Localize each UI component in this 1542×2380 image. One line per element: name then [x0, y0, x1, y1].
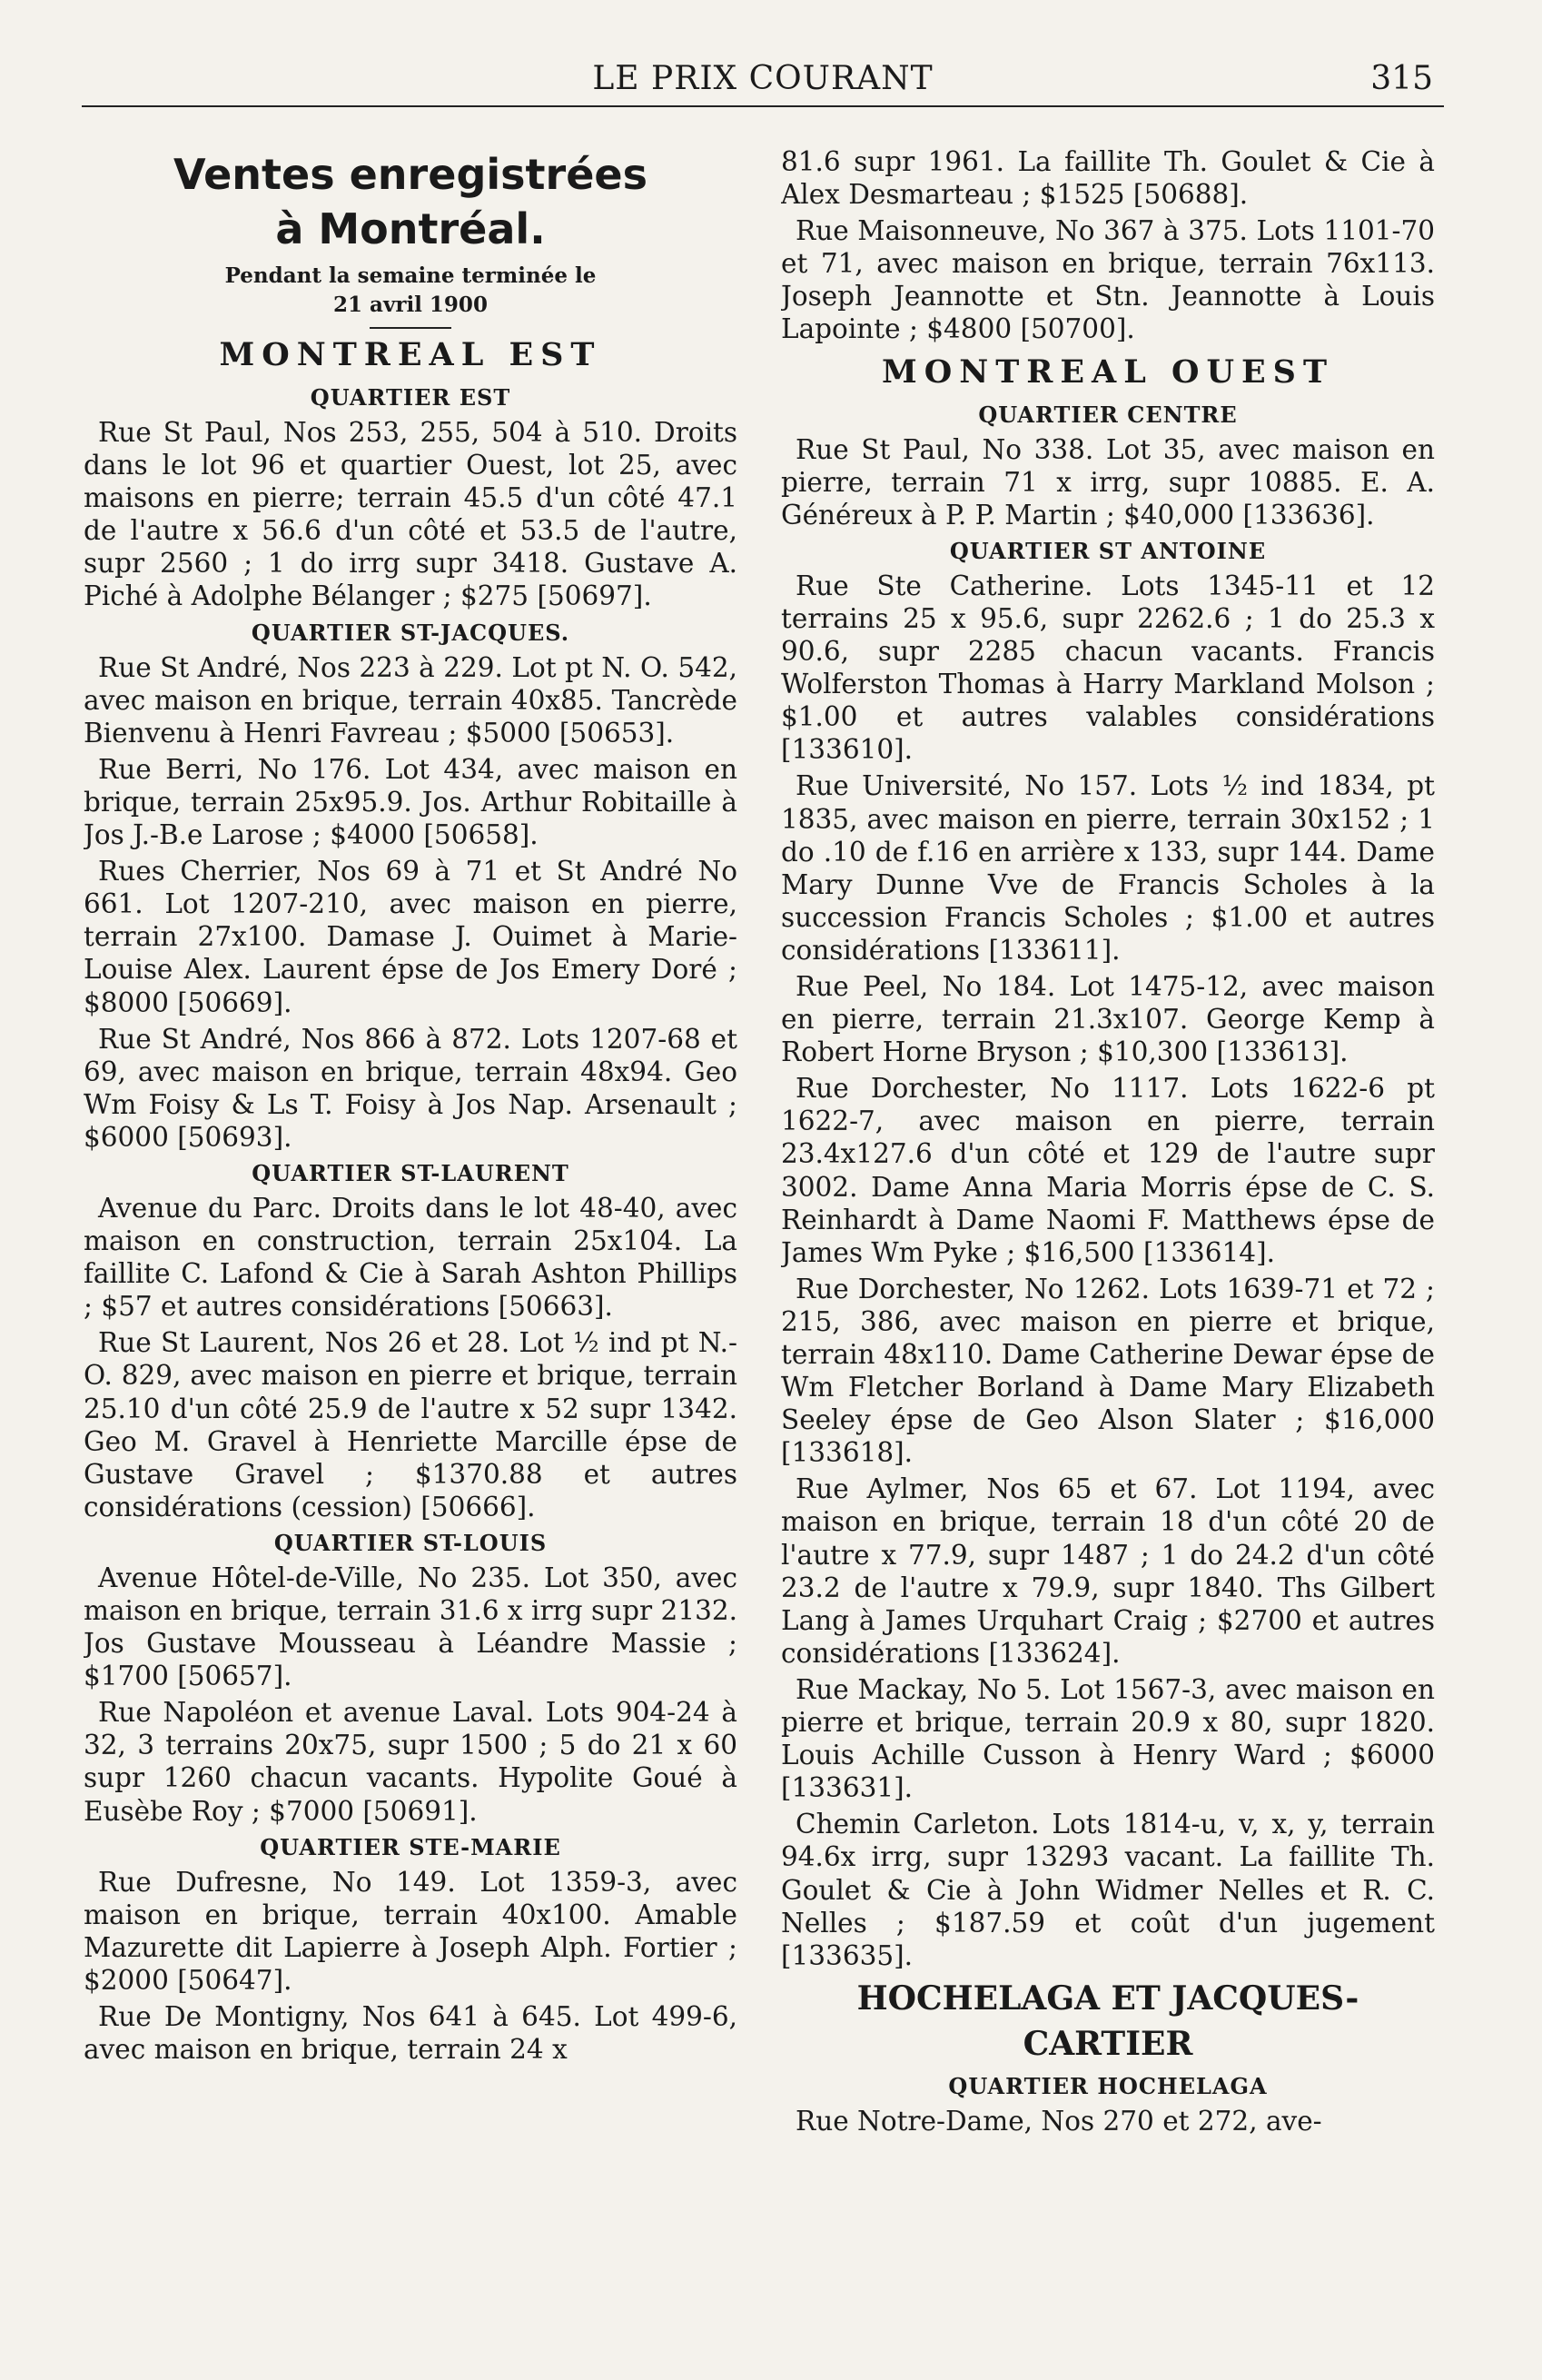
district-heading-quartier-centre: QUARTIER CENTRE	[978, 401, 1238, 428]
sale-entry: Rue Maisonneuve, No 367 à 375. Lots 1101-70 et 71, avec maison en brique, terrain 76x113. Joseph Jeannotte et Stn. Jeannotte à Louis Lapointe ; $4800 [50700].	[781, 215, 1435, 345]
district-heading-quartier-hochelaga: QUARTIER HOCHELAGA	[948, 2072, 1268, 2099]
main-title-line2: à Montréal.	[275, 204, 546, 253]
sale-entry: Rue Napoléon et avenue Laval. Lots 904-24 à 32, 3 terrains 20x75, supr 1500 ; 5 do 21 x 60 supr 1260 chacun vacants. Hypolite Goué à Eusèbe Roy ; $7000 [50691].	[84, 1697, 737, 1827]
sale-entry: Rue Université, No 157. Lots ½ ind 1834, pt 1835, avec maison en pierre, terrain 30x152 ; 1 do .10 de f.16 en arrière x 133, supr 144. Dame Mary Dunne Vve de Francis Scholes à la succession Francis Scholes ; $1.00 et autres considérations [133611].	[781, 770, 1435, 966]
sale-entry: Rue Dorchester, No 1117. Lots 1622-6 pt 1622-7, avec maison en pierre, terrain 23.4x127.6 d'un côté et 129 de l'autre supr 3002. Dame Anna Maria Morris épse de C. S. Reinhardt à Dame Naomi F. Matthews épse de James Wm Pyke ; $16,500 [133614].	[781, 1073, 1435, 1268]
subtitle-line1: Pendant la semaine terminée le	[224, 263, 597, 288]
sale-entry: Avenue Hôtel-de-Ville, No 235. Lot 350, avec maison en brique, terrain 31.6 x irrg supr 2132. Jos Gustave Mousseau à Léandre Massie ; $1700 [50657].	[84, 1562, 737, 1692]
right-column	[781, 145, 1435, 2353]
sale-entry: Rue St Paul, No 338. Lot 35, avec maison en pierre, terrain 71 x irrg, supr 10885. E. A. Généreux à P. P. Martin ; $40,000 [133636].	[781, 433, 1435, 531]
sale-entry: Rue St Paul, Nos 253, 255, 504 à 510. Droits dans le lot 96 et quartier Ouest, lot 25, avec maisons en pierre; terrain 45.5 d'un côté 47.1 de l'autre x 56.6 d'un côté et 53.5 de l'autre, supr 2560 ; 1 do irrg supr 3418. Gustave A. Piché à Adolphe Bélanger ; $275 [50697].	[84, 417, 737, 612]
sale-entry: Rue St André, Nos 866 à 872. Lots 1207-68 et 69, avec maison en brique, terrain 48x94. Geo Wm Foisy & Ls T. Foisy à Jos Nap. Arsenault ; $6000 [50693].	[84, 1023, 737, 1153]
sale-entry: Rue Berri, No 176. Lot 434, avec maison en brique, terrain 25x95.9. Jos. Arthur Robitaille à Jos J.-B.e Larose ; $4000 [50658].	[84, 753, 737, 851]
sale-entry: Rue Aylmer, Nos 65 et 67. Lot 1194, avec maison en brique, terrain 18 d'un côté 20 de l'autre x 77.9, supr 1487 ; 1 do 24.2 d'un côté 23.2 de l'autre x 79.9, supr 1840. Ths Gilbert Lang à James Urquhart Craig ; $2700 et autres considérations [133624].	[781, 1473, 1435, 1669]
district-heading-quartier-st-antoine: QUARTIER ST ANTOINE	[949, 537, 1267, 564]
sale-entry: Avenue du Parc. Droits dans le lot 48-40, avec maison en construction, terrain 25x104. La faillite C. Lafond & Cie à Sarah Ashton Phillips ; $57 et autres considérations [50663].	[84, 1192, 737, 1323]
sale-entry: Rue De Montigny, Nos 641 à 645. Lot 499-6, avec maison en brique, terrain 24 x	[84, 2001, 737, 2066]
sale-entry: Rue Notre-Dame, Nos 270 et 272, ave-	[796, 2105, 1322, 2137]
sale-entry: Rue Peel, No 184. Lot 1475-12, avec maison en pierre, terrain 21.3x107. George Kemp à Robert Horne Bryson ; $10,300 [133613].	[781, 970, 1435, 1068]
sale-entry: Rue St André, Nos 223 à 229. Lot pt N. O. 542, avec maison en brique, terrain 40x85. Tancrède Bienvenu à Henri Favreau ; $5000 [50653].	[84, 651, 737, 749]
title-rule	[370, 327, 451, 329]
sale-entry-continued: 81.6 supr 1961. La faillite Th. Goulet & Cie à Alex Desmarteau ; $1525 [50688].	[781, 146, 1435, 211]
district-heading-quartier-st-louis: QUARTIER ST-LOUIS	[273, 1529, 548, 1556]
sale-entry: Rue Ste Catherine. Lots 1345-11 et 12 terrains 25 x 95.6, supr 2262.6 ; 1 do 25.3 x 90.6, supr 2285 chacun vacants. Francis Wolferston Thomas à Harry Markland Molson ; $1.00 et autres valables considérations [133610].	[781, 570, 1435, 766]
subtitle-line2: 21 avril 1900	[333, 293, 488, 317]
page-header	[82, 51, 1444, 107]
page-number: 315	[1370, 60, 1433, 97]
sale-entry: Rue St Laurent, Nos 26 et 28. Lot ½ ind pt N.-O. 829, avec maison en pierre et brique, terrain 25.10 d'un côté 25.9 de l'autre x 52 supr 1342. Geo M. Gravel à Henriette Marcille épse de Gustave Gravel ; $1370.88 et autres considérations (cession) [50666].	[84, 1327, 737, 1522]
sale-entry: Rue Dorchester, No 1262. Lots 1639-71 et 72 ; 215, 386, avec maison en pierre et brique, terrain 48x110. Dame Catherine Dewar épse de Wm Fletcher Borland à Dame Mary Elizabeth Seeley épse de Geo Alson Slater ; $16,000 [133618].	[781, 1273, 1435, 1469]
sale-entry: Rue Mackay, No 5. Lot 1567-3, avec maison en pierre et brique, terrain 20.9 x 80, supr 1820. Louis Achille Cusson à Henry Ward ; $6000 [133631].	[781, 1673, 1435, 1804]
left-column	[84, 145, 737, 2353]
section-heading-montreal-ouest: MONTREAL OUEST	[882, 352, 1334, 391]
district-heading-quartier-ste-marie: QUARTIER STE-MARIE	[260, 1833, 561, 1860]
sale-entry: Chemin Carleton. Lots 1814-u, v, x, y, terrain 94.6x irrg, supr 13293 vacant. La faillite Th. Goulet & Cie à John Widmer Nelles et R. C. Nelles ; $187.59 et coût d'un jugement [133635].	[781, 1809, 1435, 1971]
main-title-line1: Ventes enregistrées	[173, 150, 647, 199]
running-title: LE PRIX COURANT	[592, 60, 934, 97]
main-title	[84, 147, 737, 256]
district-heading-quartier-st-jacques: QUARTIER ST-JACQUES.	[251, 619, 570, 646]
section-heading-montreal-est: MONTREAL EST	[219, 336, 602, 373]
section-heading-hochelaga: HOCHELAGA ET JACQUES-CARTIER	[856, 1978, 1359, 2063]
sale-entry: Rues Cherrier, Nos 69 à 71 et St André No 661. Lot 1207-210, avec maison en pierre, terrain 27x100. Damase J. Ouimet à Marie-Louise Alex. Laurent épse de Jos Emery Doré ; $8000 [50669].	[84, 856, 737, 1018]
subtitle	[84, 262, 737, 320]
district-heading-quartier-est: QUARTIER EST	[310, 384, 511, 411]
district-heading-quartier-st-laurent: QUARTIER ST-LAURENT	[252, 1159, 569, 1186]
sale-entry: Rue Dufresne, No 149. Lot 1359-3, avec maison en brique, terrain 40x100. Amable Mazurette dit Lapierre à Joseph Alph. Fortier ; $2000 [50647].	[84, 1866, 737, 1996]
